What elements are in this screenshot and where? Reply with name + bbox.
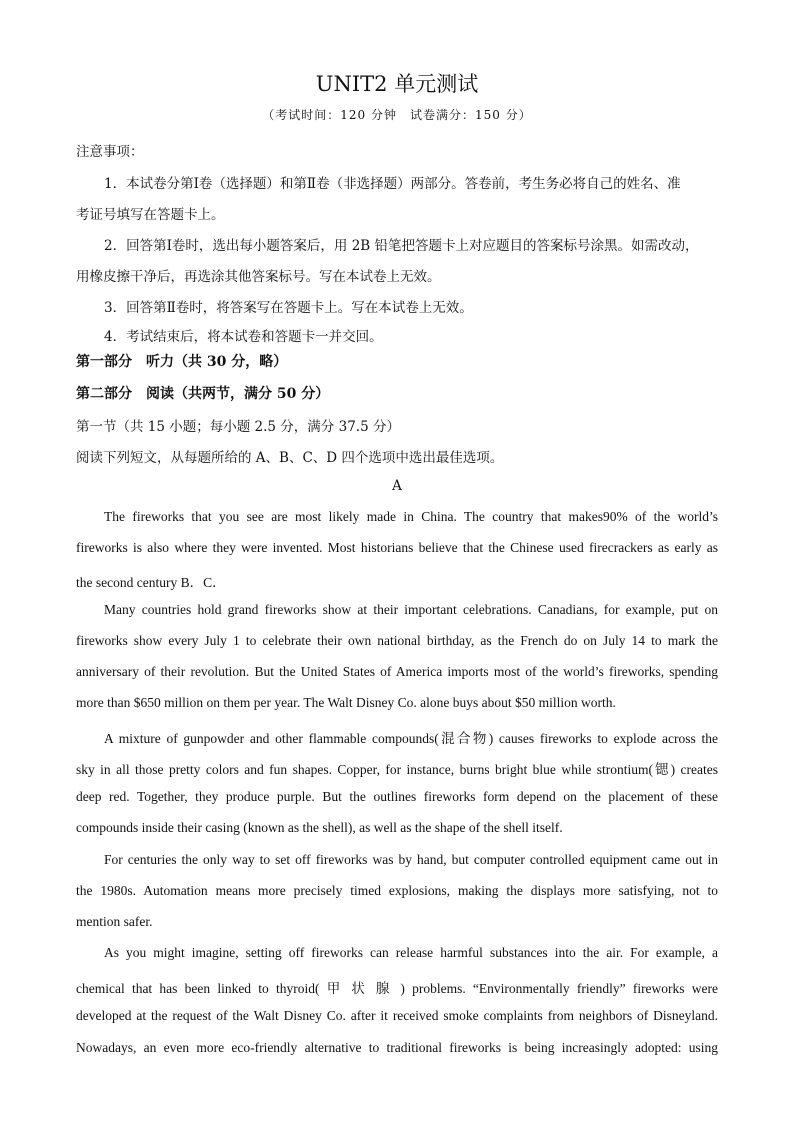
exam-info: （考试时间：120 分钟 试卷满分：150 分） xyxy=(262,108,532,122)
page-title: UNIT2 单元测试 xyxy=(315,72,479,96)
passage-line: As you might imagine, setting off fireworks can release harmful substances into the air. For example, a xyxy=(104,945,718,960)
passage-line: the 1980s. Automation means more precisely timed explosions, making the displays more satisfying, not to xyxy=(76,883,718,898)
passage-line: The fireworks that you see are most likely made in China. The country that makes90% of the world’s xyxy=(104,509,718,524)
passage-line: Nowadays, an even more eco-friendly alternative to traditional fireworks is being increasingly adopted: using xyxy=(76,1040,718,1055)
passage-line: chemical that has been linked to thyroid( 甲 状 腺 ) problems. “Environmentally friendly” fireworks were xyxy=(76,981,718,996)
passage-line: For centuries the only way to set off fireworks was by hand, but computer controlled equipment came out in xyxy=(104,852,718,867)
passage-line: anniversary of their revolution. But the United States of America imports most of the world’s fireworks, spending xyxy=(76,664,718,679)
note-line: 考证号填写在答题卡上。 xyxy=(76,207,225,223)
note-line: 4．考试结束后，将本试卷和答题卡一并交回。 xyxy=(104,329,383,345)
note-line: 1．本试卷分第Ⅰ卷（选择题）和第Ⅱ卷（非选择题）两部分。答卷前，考生务必将自己的姓名、准 xyxy=(104,176,681,192)
section-one-heading: 第一节（共 15 小题；每小题 2.5 分，满分 37.5 分） xyxy=(76,419,400,435)
passage-line: mention safer. xyxy=(76,914,153,929)
reading-instruction: 阅读下列短文，从每题所给的 A、B、C、D 四个选项中选出最佳选项。 xyxy=(76,450,504,466)
passage-label: A xyxy=(392,478,402,494)
notes-heading: 注意事项： xyxy=(76,144,144,160)
passage-line: compounds inside their casing (known as the shell), as well as the shape of the shell itself. xyxy=(76,820,563,835)
part-two-heading: 第二部分 阅读（共两节，满分 50 分） xyxy=(76,386,330,402)
part-one-heading: 第一部分 听力（共 30 分，略） xyxy=(76,354,288,370)
note-line: 用橡皮擦干净后，再选涂其他答案标号。写在本试卷上无效。 xyxy=(76,269,441,285)
passage-line: more than $650 million on them per year. The Walt Disney Co. alone buys about $50 million worth. xyxy=(76,695,616,710)
note-line: 3．回答第Ⅱ卷时，将答案写在答题卡上。写在本试卷上无效。 xyxy=(104,300,473,316)
note-line: 2．回答第Ⅰ卷时，选出每小题答案后，用 2B 铅笔把答题卡上对应题目的答案标号涂黑。如需改动， xyxy=(104,238,699,254)
passage-line: the second century B．C． xyxy=(76,575,226,590)
passage-line: deep red. Together, they produce purple. But the outlines fireworks form depend on the placement of these xyxy=(76,789,718,804)
passage-line: developed at the request of the Walt Disney Co. after it received smoke complaints from neighbors of Disneyland. xyxy=(76,1008,718,1023)
passage-line: fireworks show every July 1 to celebrate their own national birthday, as the French do on July 14 to mark the xyxy=(76,633,718,648)
passage-line: A mixture of gunpowder and other flammable compounds(混合物) causes fireworks to explode across the xyxy=(104,731,718,746)
passage-line: Many countries hold grand fireworks show at their important celebrations. Canadians, for example, put on xyxy=(104,602,718,617)
passage-line: fireworks is also where they were invented. Most historians believe that the Chinese used firecrackers as early as xyxy=(76,540,718,555)
passage-line: sky in all those pretty colors and fun shapes. Copper, for instance, burns bright blue while strontium(锶) creates xyxy=(76,762,718,777)
